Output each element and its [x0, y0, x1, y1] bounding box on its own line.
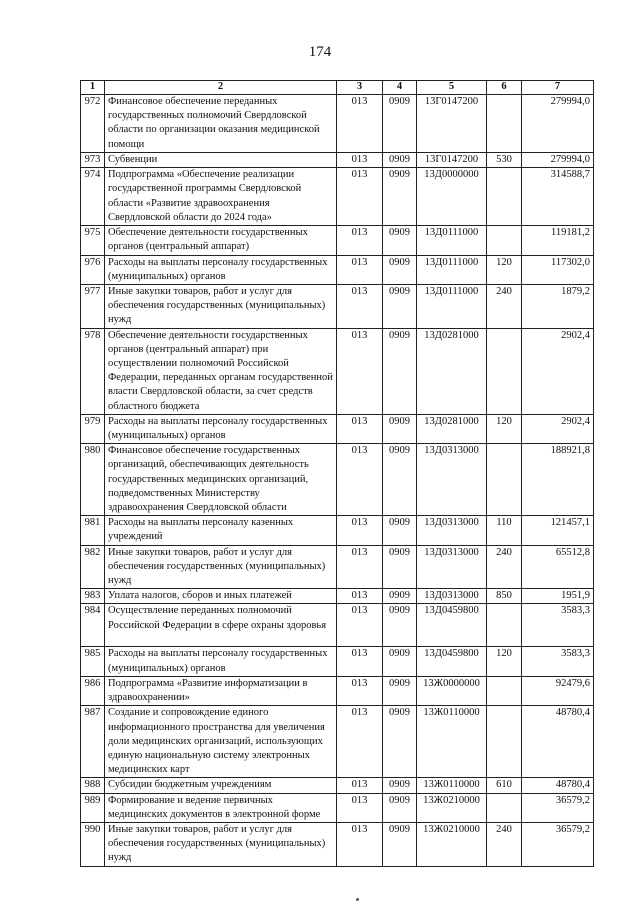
- row-col6: 240: [487, 285, 522, 329]
- table-row: [81, 285, 594, 329]
- header-col-2: 2: [105, 81, 337, 95]
- row-number: 980: [81, 444, 105, 516]
- row-amount: 121457,1: [522, 516, 594, 545]
- table-row: [81, 516, 594, 545]
- row-col5: 13Д0313000: [417, 516, 487, 545]
- row-name: Финансовое обеспечение государственных организаций, обеспечивающих деятельность государственных медицинских организаций, подведомственных Министерству здравоохранения Свердловской области: [105, 444, 337, 516]
- row-col6: 530: [487, 153, 522, 168]
- row-col4: 0909: [383, 706, 417, 778]
- table-row: [81, 778, 594, 793]
- row-amount: 36579,2: [522, 793, 594, 822]
- budget-table: [80, 80, 594, 867]
- row-col6: 850: [487, 589, 522, 604]
- row-col3: 013: [337, 676, 383, 705]
- row-col4: 0909: [383, 168, 417, 226]
- row-name: Расходы на выплаты персоналу казенных учреждений: [105, 516, 337, 545]
- row-number: 990: [81, 822, 105, 866]
- row-name: Обеспечение деятельности государственных органов (центральный аппарат) при осуществлении полномочий Российской Федерации, переданных органам государственной власти Свердловской области, за счет средств областного бюджета: [105, 328, 337, 414]
- row-col3: 013: [337, 153, 383, 168]
- row-col3: 013: [337, 226, 383, 255]
- table-row: [81, 647, 594, 676]
- row-col5: 13Ж0110000: [417, 706, 487, 778]
- row-col5: 13Д0111000: [417, 285, 487, 329]
- row-col4: 0909: [383, 647, 417, 676]
- row-col6: [487, 444, 522, 516]
- header-col-1: 1: [81, 81, 105, 95]
- row-amount: 1951,9: [522, 589, 594, 604]
- row-amount: 119181,2: [522, 226, 594, 255]
- row-col4: 0909: [383, 444, 417, 516]
- table-row: [81, 822, 594, 866]
- row-number: 978: [81, 328, 105, 414]
- row-col4: 0909: [383, 589, 417, 604]
- row-col6: [487, 676, 522, 705]
- row-col4: 0909: [383, 226, 417, 255]
- row-col4: 0909: [383, 95, 417, 153]
- table-row: [81, 153, 594, 168]
- row-number: 981: [81, 516, 105, 545]
- row-name: Уплата налогов, сборов и иных платежей: [105, 589, 337, 604]
- row-amount: 279994,0: [522, 153, 594, 168]
- table-row: [81, 706, 594, 778]
- row-number: 979: [81, 414, 105, 443]
- row-number: 976: [81, 255, 105, 284]
- row-col3: 013: [337, 545, 383, 589]
- row-name: Субсидии бюджетным учреждениям: [105, 778, 337, 793]
- row-amount: 1879,2: [522, 285, 594, 329]
- row-col4: 0909: [383, 545, 417, 589]
- row-col3: 013: [337, 706, 383, 778]
- row-col5: 13Д0111000: [417, 226, 487, 255]
- row-name: Обеспечение деятельности государственных органов (центральный аппарат): [105, 226, 337, 255]
- table-row: [81, 676, 594, 705]
- row-name: Подпрограмма «Развитие информатизации в здравоохранении»: [105, 676, 337, 705]
- row-name: Расходы на выплаты персоналу государственных (муниципальных) органов: [105, 255, 337, 284]
- header-col-7: 7: [522, 81, 594, 95]
- row-number: 983: [81, 589, 105, 604]
- row-col4: 0909: [383, 676, 417, 705]
- row-name: Иные закупки товаров, работ и услуг для обеспечения государственных (муниципальных) нужд: [105, 822, 337, 866]
- table-row: [81, 414, 594, 443]
- row-col6: 110: [487, 516, 522, 545]
- row-name: Финансовое обеспечение переданных государственных полномочий Свердловской области по организации оказания медицинской помощи: [105, 95, 337, 153]
- row-col5: 13Ж0210000: [417, 793, 487, 822]
- row-number: 974: [81, 168, 105, 226]
- page-number: 174: [308, 44, 332, 60]
- table-row: [81, 444, 594, 516]
- row-amount: 3583,3: [522, 647, 594, 676]
- row-col4: 0909: [383, 328, 417, 414]
- table-row: [81, 226, 594, 255]
- row-col3: 013: [337, 589, 383, 604]
- row-col5: 13Д0111000: [417, 255, 487, 284]
- row-amount: 65512,8: [522, 545, 594, 589]
- header-col-5: 5: [417, 81, 487, 95]
- row-col3: 013: [337, 95, 383, 153]
- row-col6: [487, 793, 522, 822]
- row-col4: 0909: [383, 153, 417, 168]
- row-col3: 013: [337, 414, 383, 443]
- row-name: Создание и сопровождение единого информационного пространства для увеличения доли медицинских организаций, использующих единую национальную систему электронных медицинских карт: [105, 706, 337, 778]
- row-number: 986: [81, 676, 105, 705]
- row-col5: 13Д0313000: [417, 589, 487, 604]
- row-col5: 13Д0000000: [417, 168, 487, 226]
- row-col4: 0909: [383, 822, 417, 866]
- header-col-4: 4: [383, 81, 417, 95]
- row-col5: 13Ж0000000: [417, 676, 487, 705]
- table-row: [81, 328, 594, 414]
- row-name: Субвенции: [105, 153, 337, 168]
- row-col6: 610: [487, 778, 522, 793]
- row-amount: 314588,7: [522, 168, 594, 226]
- row-col3: 013: [337, 778, 383, 793]
- row-col5: 13Ж0210000: [417, 822, 487, 866]
- row-amount: 92479,6: [522, 676, 594, 705]
- header-col-3: 3: [337, 81, 383, 95]
- row-number: 977: [81, 285, 105, 329]
- row-name: Осуществление переданных полномочий Российской Федерации в сфере охраны здоровья: [105, 604, 337, 647]
- row-col4: 0909: [383, 778, 417, 793]
- row-col3: 013: [337, 793, 383, 822]
- row-col6: 240: [487, 545, 522, 589]
- row-col6: 120: [487, 414, 522, 443]
- row-col3: 013: [337, 328, 383, 414]
- row-col4: 0909: [383, 414, 417, 443]
- row-col4: 0909: [383, 604, 417, 647]
- header-col-6: 6: [487, 81, 522, 95]
- table-header-row: [81, 81, 594, 95]
- row-col6: 120: [487, 255, 522, 284]
- row-name: Подпрограмма «Обеспечение реализации государственной программы Свердловской области «Развитие здравоохранения Свердловской области до 2024 года»: [105, 168, 337, 226]
- row-col6: [487, 168, 522, 226]
- row-col6: [487, 95, 522, 153]
- row-col5: 13Д0281000: [417, 328, 487, 414]
- row-col4: 0909: [383, 793, 417, 822]
- row-number: 982: [81, 545, 105, 589]
- row-number: 985: [81, 647, 105, 676]
- row-col6: [487, 706, 522, 778]
- row-col3: 013: [337, 647, 383, 676]
- row-col4: 0909: [383, 285, 417, 329]
- row-col6: [487, 328, 522, 414]
- row-col3: 013: [337, 604, 383, 647]
- row-col5: 13Д0313000: [417, 444, 487, 516]
- row-amount: 2902,4: [522, 328, 594, 414]
- row-amount: 279994,0: [522, 95, 594, 153]
- row-number: 975: [81, 226, 105, 255]
- table-row: [81, 604, 594, 647]
- row-amount: 188921,8: [522, 444, 594, 516]
- table-row: [81, 95, 594, 153]
- row-col6: 120: [487, 647, 522, 676]
- row-col4: 0909: [383, 516, 417, 545]
- row-col6: [487, 604, 522, 647]
- row-col3: 013: [337, 444, 383, 516]
- row-col3: 013: [337, 285, 383, 329]
- row-name: Иные закупки товаров, работ и услуг для обеспечения государственных (муниципальных) нужд: [105, 545, 337, 589]
- row-amount: 2902,4: [522, 414, 594, 443]
- row-number: 989: [81, 793, 105, 822]
- table-row: [81, 168, 594, 226]
- row-col5: 13Д0281000: [417, 414, 487, 443]
- row-col5: 13Д0313000: [417, 545, 487, 589]
- scan-mark: [356, 898, 359, 901]
- row-col3: 013: [337, 822, 383, 866]
- row-amount: 3583,3: [522, 604, 594, 647]
- table-row: [81, 589, 594, 604]
- row-col5: 13Д0459800: [417, 604, 487, 647]
- row-name: Расходы на выплаты персоналу государственных (муниципальных) органов: [105, 647, 337, 676]
- row-amount: 117302,0: [522, 255, 594, 284]
- row-number: 972: [81, 95, 105, 153]
- row-col4: 0909: [383, 255, 417, 284]
- row-col5: 13Ж0110000: [417, 778, 487, 793]
- row-col6: 240: [487, 822, 522, 866]
- row-col3: 013: [337, 168, 383, 226]
- row-amount: 48780,4: [522, 706, 594, 778]
- row-number: 987: [81, 706, 105, 778]
- row-name: Иные закупки товаров, работ и услуг для обеспечения государственных (муниципальных) нужд: [105, 285, 337, 329]
- row-number: 973: [81, 153, 105, 168]
- table-row: [81, 255, 594, 284]
- row-col6: [487, 226, 522, 255]
- table-row: [81, 793, 594, 822]
- row-name: Расходы на выплаты персоналу государственных (муниципальных) органов: [105, 414, 337, 443]
- row-col5: 13Г0147200: [417, 95, 487, 153]
- row-col3: 013: [337, 255, 383, 284]
- row-col5: 13Г0147200: [417, 153, 487, 168]
- row-amount: 48780,4: [522, 778, 594, 793]
- row-amount: 36579,2: [522, 822, 594, 866]
- row-name: Формирование и ведение первичных медицинских документов в электронной форме: [105, 793, 337, 822]
- row-number: 984: [81, 604, 105, 647]
- table-row: [81, 545, 594, 589]
- row-number: 988: [81, 778, 105, 793]
- row-col5: 13Д0459800: [417, 647, 487, 676]
- row-col3: 013: [337, 516, 383, 545]
